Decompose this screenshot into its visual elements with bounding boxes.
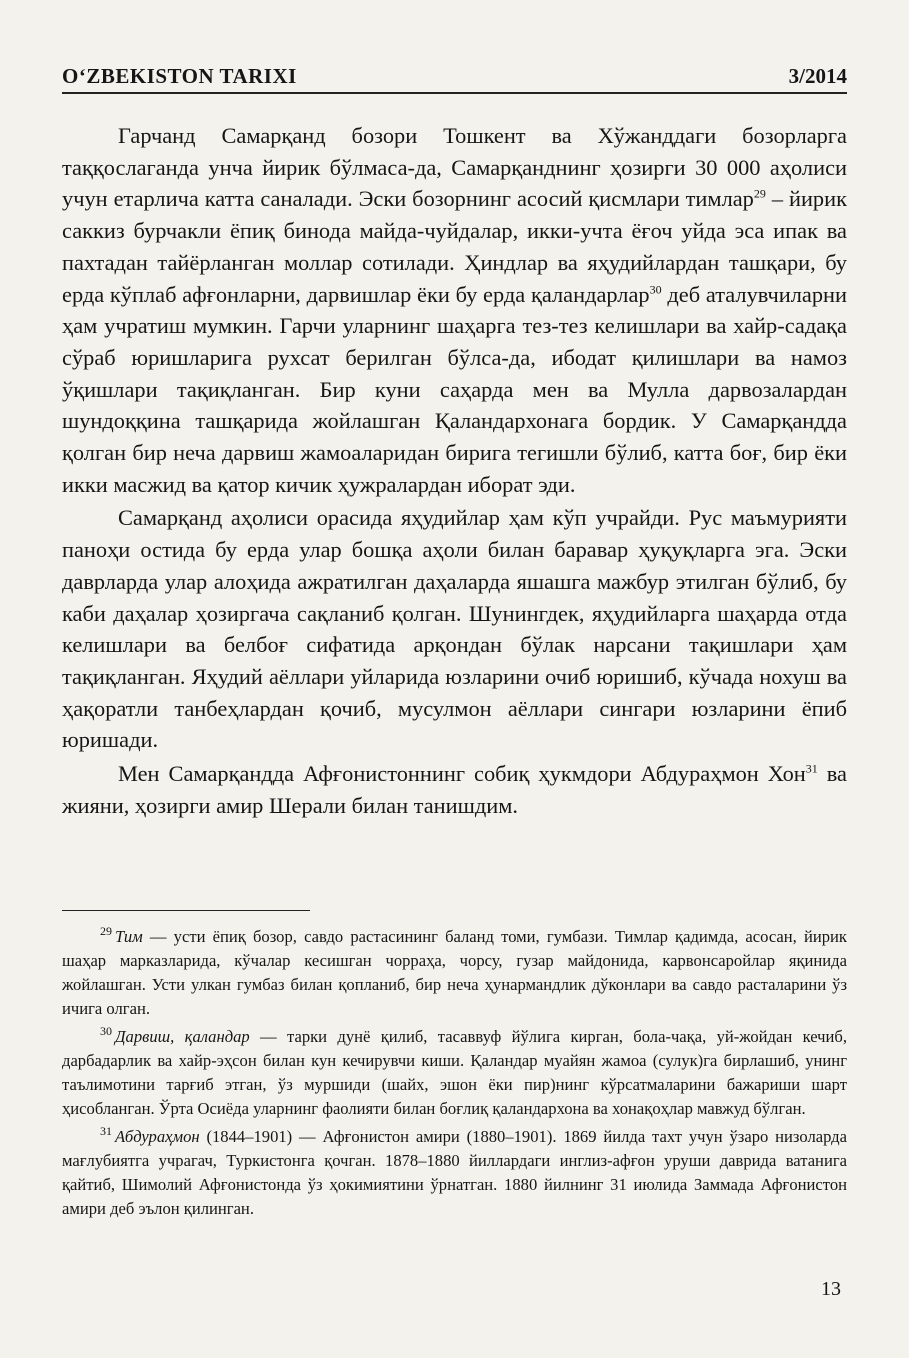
running-header xyxy=(62,58,847,94)
footnote-31 xyxy=(62,1125,847,1221)
footnote-text: (1844–1901) — Афғонистон амири (1880–1901). 1869 йилда тахт учун ўзаро низоларда мағлубиятга учрагач, Туркистонга қочган. 1878–1880 йиллардаги инглиз-афғон уруши даврида ватанига қайтиб, Шимолий Афғонистонда ўз ҳокимиятини ўрнатган. 1880 йилнинг 31 июлида Заммада Афғонистон амири деб эълон қилинган. xyxy=(62,1127,847,1218)
footnote-ref-31[interactable]: 31 xyxy=(805,761,818,776)
issue-number: 3/2014 xyxy=(788,64,847,88)
main-text xyxy=(62,120,847,821)
paragraph-text: Мен Самарқандда Афғонистоннинг собиқ ҳукмдори Абдураҳмон Хон xyxy=(118,761,806,787)
paragraph-text: – йирик саккиз бурчакли ёпиқ бинода майда-чуйдалар, икки-учта ёғоч уйда эса ипак ва пахтадан тайёрланган моллар сотилади. Ҳиндлар ва яҳудийлардан ташқари, бу ерда кўплаб афғонларни, дарвишлар ёки бу ерда қаландарлар xyxy=(62,186,847,307)
footnote-term: Тим xyxy=(115,927,143,946)
journal-title: O‘ZBEKISTON TARIXI xyxy=(62,64,297,88)
footnote-term: Дарвиш, қаландар xyxy=(115,1027,250,1046)
paragraph-3 xyxy=(62,758,847,821)
paragraph-text: Гарчанд Самарқанд бозори Тошкент ва Хўжанддаги бозорларга таққослаганда унча йирик бўлмаса-да, Самарқанднинг ҳозирги 30 000 аҳолиси учун етарлича катта саналади. Эски бозорнинг асосий қисмлари тимлар xyxy=(62,123,847,212)
paragraph-2: Самарқанд аҳолиси орасида яҳудийлар ҳам кўп учрайди. Рус маъмурияти паноҳи остида бу ерда улар бошқа аҳоли билан баравар ҳуқуқларга эга. Эски даврларда улар алоҳида ажратилган даҳаларда яшашга мажбур этилган бўлиб, бу каби даҳалар ҳозиргача сақланиб қолган. Шунингдек, яҳудийларга шаҳарда отда келишлари ва белбоғ сифатида арқондан бўлак нарсани тақишлари ҳам тақиқланган. Яҳудий аёллари уйларида юзларини очиб юришиб, кўчада нохуш ва ҳақоратли танбеҳлардан қочиб, мусулмон аёллари сингари юзларини ёпиб юришади. xyxy=(62,505,847,753)
footnote-30 xyxy=(62,1025,847,1121)
footnotes xyxy=(62,925,847,1221)
paragraph-text: ва жияни, ҳозирги амир Шерали билан танишдим. xyxy=(62,761,847,818)
paragraph-1 xyxy=(62,120,847,500)
footnote-ref-29[interactable]: 29 xyxy=(753,186,766,201)
footnote-number: 31 xyxy=(100,1124,112,1139)
footnote-divider xyxy=(62,910,310,911)
footnote-29 xyxy=(62,925,847,1021)
paragraph-text: деб аталувчиларни ҳам учратиш мумкин. Гарчи уларнинг шаҳарга тез-тез келишлари ва хайр-садақа сўраб юришларига рухсат берилган бўлса-да, ибодат қилишлари ва намоз ўқишлари тақиқланган. Бир куни саҳарда мен ва Мулла дарвозалардан шундоққина ташқарида жойлашган Қаландархонага бордик. У Самарқандда қолган бир неча дарвиш жамоаларидан бирига тегишли бўлиб, катта боғ, бир ёки икки масжид ва қатор кичик ҳужралардан иборат эди. xyxy=(62,281,847,497)
footnote-text: — тарки дунё қилиб, тасаввуф йўлига кирган, бола-чақа, уй-жойдан кечиб, дарбадарлик ва хайр-эҳсон билан кун кечирувчи киши. Қаландар муайян жамоа (сулук)га бирлашиб, унинг таълимотини тарғиб этган, ўз муршиди (шайх, эшон ёки пир)нинг кўрсатмаларини бажариши шарт ҳисобланган. Ўрта Осиёда уларнинг фаолияти билан боғлиқ қаландархона ва хонақоҳлар мавжуд бўлган. xyxy=(62,1027,847,1118)
footnote-number: 30 xyxy=(100,1024,112,1039)
page-number: 13 xyxy=(821,1278,841,1300)
footnote-number: 29 xyxy=(100,924,112,939)
footnote-text: — усти ёпиқ бозор, савдо растасининг баланд томи, гумбази. Тимлар қадимда, асосан, йирик шаҳар марказларида, кўчалар кесишган чорраҳа, чорсу, гузар майдонида, карвонсаройлар яқинида жойлашган. Усти улкан гумбаз билан қопланиб, бир неча ҳунармандлик дўконлари ва савдо расталарини ўз ичига олган. xyxy=(62,927,847,1018)
footnote-ref-30[interactable]: 30 xyxy=(649,282,662,297)
footnote-term: Абдураҳмон xyxy=(115,1127,200,1146)
